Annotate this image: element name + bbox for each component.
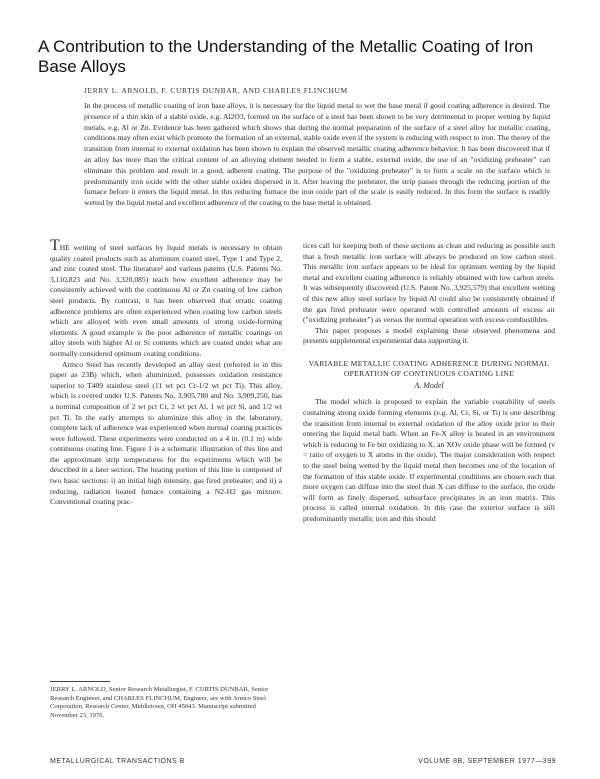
- practice-paragraph: tices call for keeping both of these sections as clean and reducing as possible such that a fresh metallic iron surface will always be produced on low carbon steel. This metallic iron surface appears to be ideal for optimum wetting by the liquid metal and excellent coating adherence is reliably obtained with low carbon steels. It was subsequently discovered (U.S. Patent No. 3,925,579) that excellent wetting of this new alloy steel surface by liquid Al could also be consistently obtained if the gas fired preheater were operated with controlled amounts of excess air ("oxidizing preheater") as versus the normal operation with excess combustibles.: [303, 241, 555, 325]
- body-column-left: [50, 237, 282, 508]
- intro-text: HE wetting of steel surfaces by liquid metals is necessary to obtain quality coated products such as aluminum coated steel, Type 1 and Type 2, and zinc coated steel. The literature¹ and various patents (U.S. Patents No. 3,110,823 and No. 3,320,085) teach how excellent adherence may be consistently achieved with the continuous Al or Zn coating of low carbon steel products. By contrast, it has been observed that erratic coating adherence problems are often experienced when coating low carbon steels which are alloyed with even small amounts of strong oxide-forming elements. A good example is the poor adherence of metallic coatings on alloy steels with higher Al or Si contents which are coated under what are normally considered optimum coating conditions.: [50, 243, 282, 358]
- drop-cap: T: [50, 237, 60, 254]
- body-column-right: [303, 241, 555, 524]
- purpose-paragraph: This paper proposes a model explaining these observed phenomena and presents supplemental experimental data supporting it.: [303, 325, 555, 346]
- volume-page: VOLUME 8B, SEPTEMBER 1977—399: [418, 758, 556, 765]
- alloy-paragraph: Armco Steel has recently developed an alloy steel (referred to in this paper as 23B) which, when aluminized, possesses oxidation resistance superior to T409 stainless steel (11 wt pct Cr-1/2 wt pct Ti). This alloy, which is covered under U.S. Patents No. 3,905,780 and No. 3,909,250, has a nominal composition of 2 wt pct Cr, 2 wt pct Al, 1 wt pct Si, and 1/2 wt pct Ti. In the early attempts to aluminize this alloy in the laboratory, complete lack of adherence was experienced when normal coating practices were followed. These experiments were conducted on a 4 in. (0.1 m) wide continuous coating line. Figure 1 is a schematic illustration of this line and the approximate strip temperatures for the experiments which will be described in a later section. The heating portion of this line is composed of two basic sections: i) an initial high intensity, gas fired preheater; and ii) a reducing, radiation heated furnace containing a N2-H2 gas mixture. Conventional coating prac-: [50, 359, 282, 507]
- subsection-heading: A. Model: [414, 380, 444, 390]
- model-paragraph: The model which is proposed to explain the variable coatability of steels containing strong oxide forming elements (e.g. Al, Cr, Si, or Ti) is one describing the transition from internal to external oxidation of the alloy oxide prior to their entering the liquid metal bath. When an Fe-X alloy is heated in an environment which is reducing to Fe but oxidizing to X, an XOv oxide phase will be formed (v = ratio of oxygen to X atoms in the oxide). The major consideration with respect to the steel being wetted by the liquid metal then becomes one of the location of the formation of this stable oxide. If experimental conditions are chosen such that more oxygen can diffuse into the steel than X can diffuse to the surface, the oxide will form as finely dispersed, subsurface precipitates in an iron matrix. This process is called internal oxidation. In this case the exterior surface is still predominantly metallic iron and this should: [303, 397, 555, 523]
- intro-paragraph: [50, 237, 282, 360]
- journal-name: METALLURGICAL TRANSACTIONS B: [50, 758, 185, 765]
- author-line: JERRY L. ARNOLD, F. CURTIS DUNBAR, AND CHARLES FLINCHUM: [84, 86, 348, 95]
- author-footnote: JERRY L. ARNOLD, Senior Research Metallurgist, F. CURTIS DUNBAR, Senior Research Engineer, and CHARLES FLINCHUM, Engineer, are with Armco Steel Corporation, Research Center, Middletown, OH 45043. Manuscript submitted November 23, 1976.: [50, 686, 269, 719]
- paper-title: A Contribution to the Understanding of the Metallic Coating of Iron Base Alloys: [38, 37, 534, 77]
- abstract: In the process of metallic coating of iron base alloys, it is necessary for the liquid metal to wet the base metal if good coating adherence is desired. The presence of a thin skin of a stable oxide, e.g. Al2O3, formed on the surface of a steel has been shown to be very detrimental to proper wetting by liquid metals, e.g. Al or Zn. Evidence has been gathered which shows that during the normal preparation of the surface of a steel alloy for metallic coating, conditions may often exist which promote the formation of an external, stable oxide even if the system is reducing with respect to iron. The theory of the transition from internal to external oxidation has been shown to explain the observed metallic coating adherence behavior. It has been discovered that if an alloy has more than the critical content of an alloying element needed to form a stable, external oxide, the use of an "oxidizing preheater" can eliminate this problem and result in a good, adherent coating. The purpose of the "oxidizing preheater" is to form a scale on the surface which is predominantly iron oxide with the other stable oxides dispersed in it. After leaving the preheater, the strip passes through the reducing portion of the furnace before it enters the liquid metal. In this reducing furnace the iron oxide part of the scale is easily reduced. In this form the surface is readily wetted by the liquid metal and excellent adherence of the coating to the base metal is obtained.: [84, 101, 550, 208]
- footnote-rule: [50, 681, 110, 682]
- section-heading: VARIABLE METALLIC COATING ADHERENCE DURING NORMAL OPERATION OF CONTINUOUS COATING LINE: [308, 358, 550, 379]
